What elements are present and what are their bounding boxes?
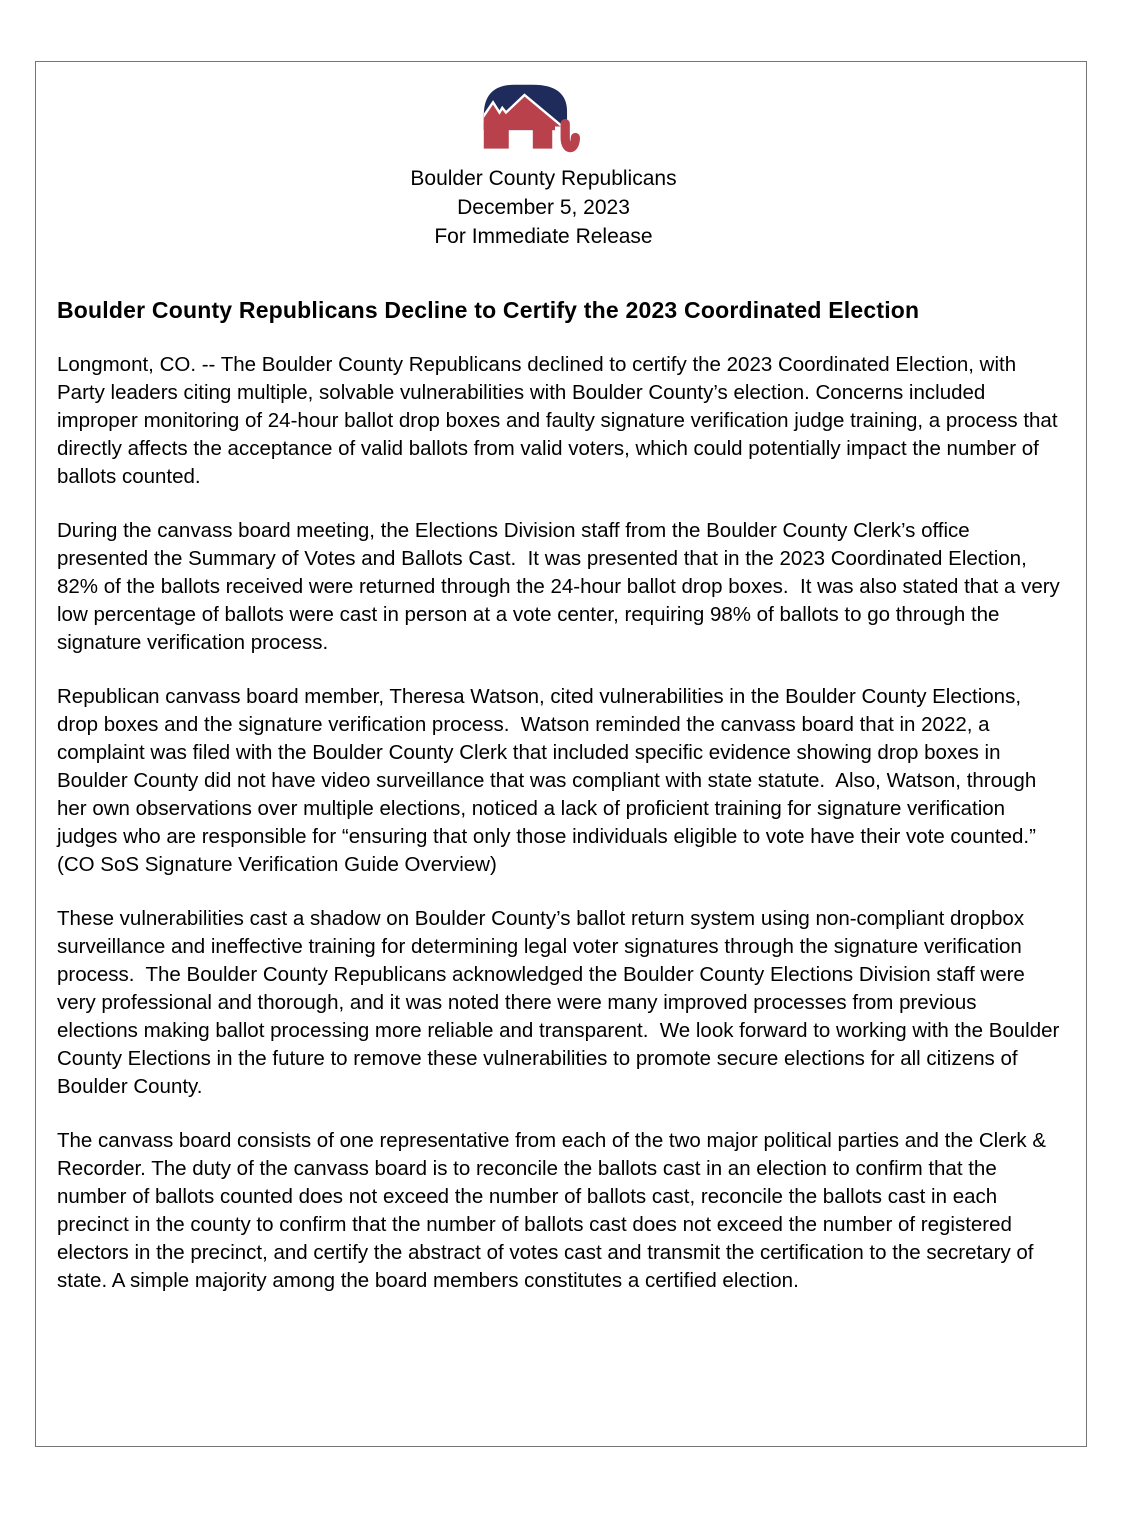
document-header (41, 76, 1046, 251)
press-release-paragraph-5: The canvass board consists of one representative from each of the two major political parties and the Clerk & Recorder. The duty of the canvass board is to reconcile the ballots cast in an election to confirm that the number of ballots counted does not exceed the number of ballots cast, reconcile the ballots cast in each precinct in the county to confirm that the number of ballots cast does not exceed the number of registered electors in the precinct, and certify the abstract of votes cast and transmit the certification to the secretary of state. A simple majority among the board members constitutes a certified election. (57, 1129, 1052, 1292)
document-content (36, 62, 1086, 1295)
press-release-paragraph-3: Republican canvass board member, Theresa Watson, cited vulnerabilities in the Boulder County Elections, drop boxes and the signature verification process. Watson reminded the canvass board that in 2022, a complaint was filed with the Boulder County Clerk that included specific evidence showing drop boxes in Boulder County did not have video surveillance that was compliant with state statute. Also, Watson, through her own observations over multiple elections, noticed a lack of proficient training for signature verification judges who are responsible for “ensuring that only those individuals eligible to vote have their vote counted.” (CO SoS Signature Verification Guide Overview) (57, 685, 1042, 876)
logo-trunk (565, 124, 575, 148)
elephant-mountain-logo-icon (28, 76, 1033, 162)
org-name: Boulder County Republicans (410, 167, 677, 190)
press-release-paragraph-4: These vulnerabilities cast a shadow on Boulder County’s ballot return system using non-compliant dropbox surveillance and ineffective training for determining legal voter signatures through the signature verification process. The Boulder County Republicans acknowledged the Boulder County Elections Division staff were very professional and thorough, and it was noted there were many improved processes from previous elections making ballot processing more reliable and transparent. We look forward to working with the Boulder County Elections in the future to remove these vulnerabilities to promote secure elections for all citizens of Boulder County. (57, 907, 1066, 1098)
logo-front-leg (533, 123, 552, 149)
document-border (35, 61, 1087, 1447)
press-release-title: Boulder County Republicans Decline to Certify the 2023 Coordinated Election (57, 297, 920, 323)
press-release-paragraph-2: During the canvass board meeting, the Elections Division staff from the Boulder County Clerk’s office presented the Summary of Votes and Ballots Cast. It was presented that in the 2023 Coordinated Election, 82% of the ballots received were returned through the 24-hour ballot drop boxes. It was also stated that a very low percentage of ballots were cast in person at a vote center, requiring 98% of ballots to go through the signature verification process. (57, 519, 1066, 654)
release-note: For Immediate Release (434, 225, 653, 248)
press-release-paragraph-1: Longmont, CO. -- The Boulder County Republicans declined to certify the 2023 Coordinated Election, with Party leaders citing multiple, solvable vulnerabilities with Boulder County’s election. Concerns included improper monitoring of 24-hour ballot drop boxes and faulty signature verification judge training, a process that directly affects the acceptance of valid ballots from valid voters, which could potentially impact the number of ballots counted. (57, 353, 1064, 488)
release-date: December 5, 2023 (457, 196, 630, 219)
logo-hind-leg (484, 123, 509, 149)
